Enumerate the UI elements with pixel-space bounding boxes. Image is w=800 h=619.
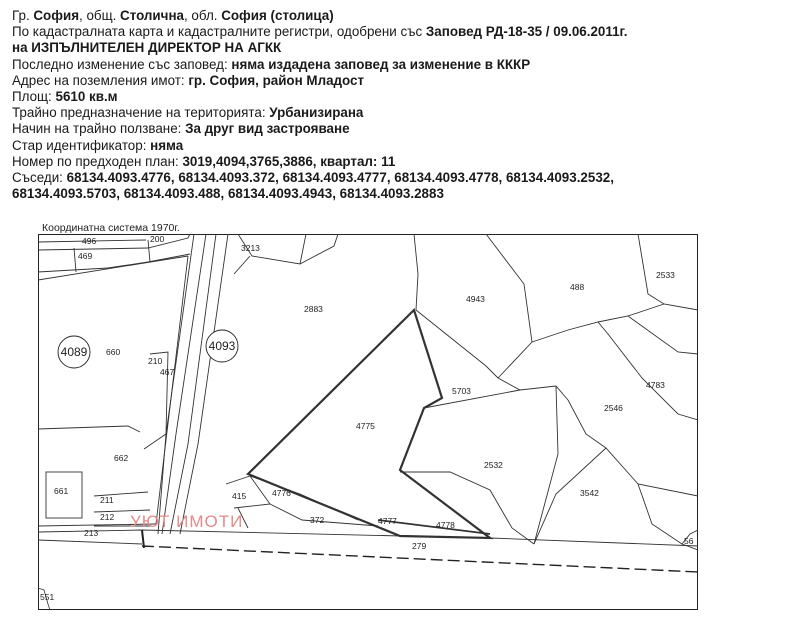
area-value: 5610 кв.м: [55, 89, 118, 105]
watermark: УЮТ ИМОТИ: [130, 512, 244, 531]
district-4093-marker: [206, 330, 238, 362]
parcel-label: 3542: [580, 488, 599, 498]
parcel-label: 551: [40, 592, 55, 602]
purpose-value: Урбанизирана: [269, 105, 364, 121]
parcel-label: 469: [78, 251, 93, 261]
parcel-label: 2883: [304, 304, 323, 314]
parcel-label: 2532: [484, 460, 503, 470]
parcel-label: 496: [82, 236, 97, 246]
parcel-label: 213: [84, 528, 99, 538]
map-drawing: [38, 234, 698, 610]
parcel-label: 200: [150, 234, 165, 244]
order-number: Заповед РД-18-35 / 09.06.2011г.: [425, 24, 628, 40]
last-change-value: няма издадена заповед за изменение в КККР: [231, 56, 531, 72]
neighbours-value: 68134.4093.4776, 68134.4093.372, 68134.4093.4777, 68134.4093.4778, 68134.4093.2532,: [66, 170, 614, 186]
region: София (столица): [221, 8, 334, 23]
parcel-label: 2533: [656, 270, 675, 280]
parcel-label: 467: [160, 367, 175, 377]
last-change-line: [12, 57, 792, 73]
parcel-label: 279: [412, 541, 427, 551]
text: Гр.: [12, 8, 34, 23]
parcel-label: 5703: [452, 386, 471, 396]
coordinate-system-caption: Координатна система 1970г.: [42, 222, 180, 234]
text: , общ.: [79, 8, 121, 23]
usage-line: [12, 121, 792, 137]
parcel-label: 210: [148, 356, 163, 366]
parcel-label: 415: [232, 491, 247, 501]
previous-plan-value: 3019,4094,3765,3886, квартал: 11: [182, 153, 396, 169]
parcel-label: 3213: [241, 243, 260, 253]
parcel-label: 4783: [646, 380, 665, 390]
text: Адрес на поземления имот:: [12, 72, 189, 88]
parcel-label: 660: [106, 347, 121, 357]
parcel-label: 2546: [604, 403, 623, 413]
purpose-line: [12, 105, 792, 121]
address-value: гр. София, район Младост: [188, 72, 365, 88]
district-4089-marker: [58, 336, 90, 368]
parcel-label: 372: [310, 515, 325, 525]
district-label: 4093: [208, 339, 236, 353]
issuer-line: [12, 40, 792, 56]
bottom-road: [38, 530, 698, 572]
parcel-label: 4778: [436, 520, 455, 530]
cadastral-order-line: [12, 24, 792, 40]
document-header: [12, 8, 792, 202]
issuer: на ИЗПЪЛНИТЕЛЕН ДИРЕКТОР НА АГКК: [12, 40, 282, 56]
text: Площ:: [12, 89, 56, 105]
text: Номер по предходен план:: [12, 153, 183, 169]
city: София: [33, 8, 80, 23]
parcel-label: 56: [684, 536, 694, 546]
text: Стар идентификатор:: [12, 137, 151, 153]
neighbours-line: [12, 170, 792, 186]
previous-plan-line: [12, 154, 792, 170]
location-line: [12, 8, 792, 24]
neighbours-value: 68134.4093.5703, 68134.4093.488, 68134.4093.4943, 68134.4093.2883: [12, 186, 444, 202]
parcel-labels: [40, 234, 694, 602]
text: Съседи:: [12, 170, 67, 186]
parcel-label: 4776: [272, 488, 291, 498]
parcel-label: 662: [114, 453, 129, 463]
address-line: [12, 73, 792, 89]
parcel-label: 488: [570, 282, 585, 292]
parcel-label: 211: [100, 495, 114, 505]
text: По кадастралната карта и кадастралните регистри, одобрени със: [12, 24, 426, 40]
parcel-label: 4943: [466, 294, 485, 304]
municipality: Столична: [120, 8, 184, 23]
parcel-label: 4775: [356, 421, 375, 431]
parcel-label: 661: [54, 486, 69, 496]
neighbours-line-2: [12, 186, 792, 202]
text: , обл.: [183, 8, 222, 23]
text: Трайно предназначение на територията:: [12, 105, 270, 121]
parcel-boundaries: [38, 234, 698, 550]
text: Начин на трайно ползване:: [12, 121, 186, 137]
district-label: 4089: [60, 345, 88, 359]
old-id-value: няма: [150, 137, 184, 153]
old-id-line: [12, 138, 792, 154]
parcel-label: 212: [100, 512, 115, 522]
area-line: [12, 89, 792, 105]
usage-value: За друг вид застрояване: [185, 121, 350, 137]
parcel-label: 4777: [378, 516, 397, 526]
cadastral-map: [38, 234, 698, 610]
text: Последно изменение със заповед:: [12, 56, 232, 72]
